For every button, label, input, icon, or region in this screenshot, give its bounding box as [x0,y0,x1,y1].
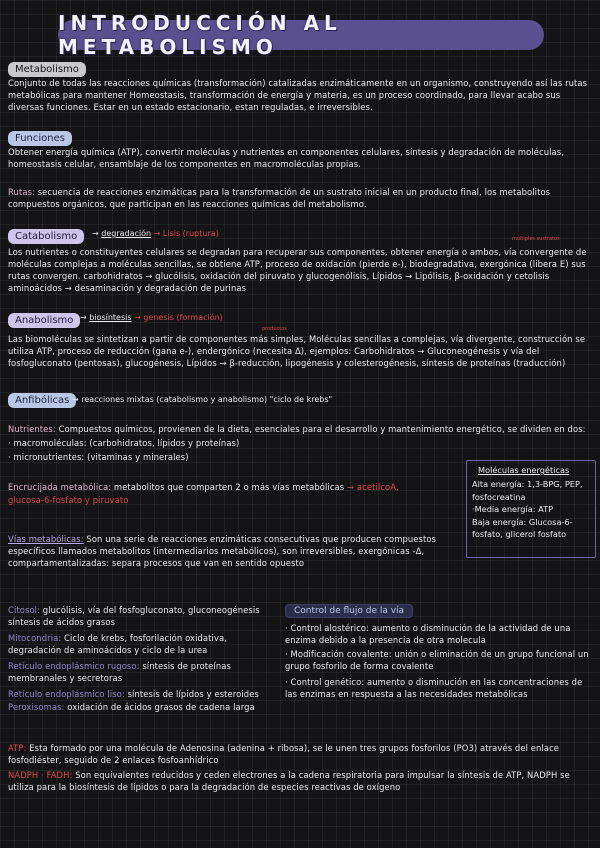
arrow-icon: → [72,395,79,404]
rutas-paragraph [8,186,590,210]
anfibolicas-row [72,395,332,404]
atp-label: ATP: [8,743,27,753]
catabolismo-note: múltiples sustratos [512,236,560,242]
page-title-banner [58,11,544,59]
organelo-rel [8,688,276,700]
anabolismo-genesis: genesis (formación) [143,313,223,322]
citosol-label: Citosol: [8,605,41,615]
catabolismo-text: Los nutrientes o constituyentes celulares se degradan para recuperar sus componentes, obtener energía o ambos, vía convergente de moléculas complejas a moléculas sencillas, se obtiene ATP, proceso de oxidación (pierde e-), biodegradativa, exergónica (libera E) sus rutas convergen. carbohidratos → glucólisis, oxidación del piruvato y glucogenólisis, Lípidos → Lipólisis, β-oxidación y cetolisis aminoácidos → desaminación y degradación de purinas [8,247,587,293]
nadph-text: Son equivalentes reducidos y ceden electrones a la cadena respiratoria para impulsar la síntesis de ATP, NADPH se utiliza para la biosíntesis de lípidos o para la degradación de especies reactivas de oxígeno [8,770,570,792]
vias-label: Vías metabólicas: [8,534,84,544]
vias-paragraph [8,533,458,569]
anfibolicas-tag: Anfibólicas [8,393,76,408]
catabolismo-lisis: Lisis (ruptura) [162,229,219,238]
nutrientes-label: Nutrientes: [8,424,56,434]
energia-baja: Baja energía: Glucosa-6-fosfato, glicerol fosfato [472,516,573,539]
catabolismo-arrows [92,229,219,238]
rel-text: síntesis de lípidos y esteroides [127,689,259,699]
encrucijada-label: Encrucijada metabólica: [8,482,112,492]
rer-text: síntesis de proteínas membranales y secretoras [8,661,231,683]
nutrientes-micro: · micronutrientes: (vitaminas y minerales) [8,452,189,462]
encrucijada-paragraph [8,481,458,493]
moleculas-energeticas-list [472,478,592,541]
energia-media: ·Media energía: ATP [472,504,554,514]
organelo-mitocondria [8,632,276,656]
rer-label: Retículo endoplásmico rugoso: [8,661,140,671]
control-genetico: · Control genético: aumento o disminución en las concentraciones de las enzimas en respuesta a las necesidades metabólicas [285,677,583,699]
mitocondria-label: Mitocondria: [8,633,62,643]
rel-label: Retículo endoplásmico liso: [8,689,125,699]
control-covalente: · Modificación covalente: unión o eliminación de un grupo funcional un grupo fosforilo de forma covalente [285,649,589,671]
peroxisomas-text: oxidación de ácidos grasos de cadena larga [67,702,255,712]
peroxisomas-label: Peroxisomas: [8,702,65,712]
moleculas-energeticas-title: Moléculas energéticas [478,465,570,475]
arrow-icon: → [153,229,161,238]
nadph-label: NADPH · FADH: [8,770,73,780]
encrucijada-arrow: → acetilcoA, [347,482,399,492]
control-tag: Control de flujo de la vía [285,604,413,618]
nutrientes-paragraph [8,423,593,435]
arrow-icon: → [80,313,87,322]
funciones-tag: Funciones [8,131,72,146]
rutas-text: secuencia de reacciones enzimáticas para la transformación de un sustrato inicial en un producto final, los metabolitos compuestos orgánicos, que participan en las reacciones químicas del metabolismo. [8,187,551,209]
vias-text: Son una serie de reacciones enzimáticas consecutivas que producen compuestos específicos llamados metabolitos (intermediarios metabólicos), son irreversibles, exergónicas -Δ, compartamentalizadas: separa procesos que van en sentido opuesto [8,534,437,568]
atp-text: Esta formado por una molécula de Adenosina (adenina + ribosa), se le unen tres grupos fosforilos (PO3) através del enlace fosfodiéster, seguido de 2 enlaces fosfoanhídrico [8,743,560,765]
anabolismo-tag: Anabolismo [8,313,80,328]
arrow-icon: → [92,229,99,238]
energia-alta: Alta energía: 1,3-BPG, PEP, fosfocreatina [472,479,583,502]
organelo-rer [8,660,276,684]
arrow-icon: → [134,313,141,322]
encrucijada-text: metabolitos que comparten 2 o más vías metabólicas [113,482,345,492]
control-alosterico: · Control alostérico: aumento o disminución de la actividad de una enzima debido a la presencia de otra molecula [285,623,571,645]
anabolismo-biosintesis: biosíntesis [89,313,132,322]
encrucijada-extra: glucosa-6-fosfato y piruvato [8,495,129,505]
mitocondria-text: Ciclo de krebs, fosforilación oxidativa, degradación de aminoácidos y ciclo de la urea [8,633,228,655]
nutrientes-macro: · macromoléculas: (carbohidratos, lípidos y proteínas) [8,438,240,448]
metabolismo-text: Conjunto de todas las reacciones químicas (transformación) catalizadas enzimáticamente en un organismo, construyendo así las rutas metabólicas para mantener Homeostasis, transformación de energía y materia, es un proceso coordinado, para llevar acabo sus diversas funciones. Estar en un estado estacionario, estan reguladas, e irreversibles. [8,78,588,112]
catabolismo-degradacion: degradación [101,229,152,238]
catabolismo-tag: Catabolismo [8,229,84,244]
page-title: INTRODUCCIÓN AL METABOLISMO [58,11,342,59]
anfibolicas-text: reacciones mixtas (catabolismo y anabolismo) "ciclo de krebs" [81,395,333,404]
organelo-citosol [8,604,276,628]
anabolismo-arrows [80,313,223,322]
nutrientes-text: Compuestos químicos, provienen de la dieta, esenciales para el desarrollo y mantenimiento energético, se dividen en dos: [58,424,586,434]
organelo-peroxisomas [8,701,276,713]
rutas-label: Rutas: [8,187,35,197]
nadph-paragraph [8,769,593,793]
anabolismo-note: productos [262,326,287,332]
funciones-text: Obtener energía química (ATP), convertir moléculas y nutrientes en componentes celulares, síntesis y degradación de moléculas, homeostasis celular, ensamblaje de los componentes en macromoléculas propias. [8,147,564,169]
atp-paragraph [8,742,593,766]
anabolismo-text: Las biomoléculas se sintetizan a partir de componentes más simples, Moléculas sencillas a complejas, vía divergente, construcción se utiliza ATP, proceso de reducción (gana e-), endergónico (necesita Δ), ejemplos: Carbohidratos → Gluconeogénesis y vía del fosfogluconato (pentosas), glucogénesis, Lípidos → β-reducción, lipogénesis y colesterogénesis, síntesis de proteínas (traducción) [8,334,586,368]
metabolismo-tag: Metabolismo [8,62,86,77]
citosol-text: glucólisis, vía del fosfogluconato, gluconeogénesis síntesis de ácidos grasos [8,605,260,627]
